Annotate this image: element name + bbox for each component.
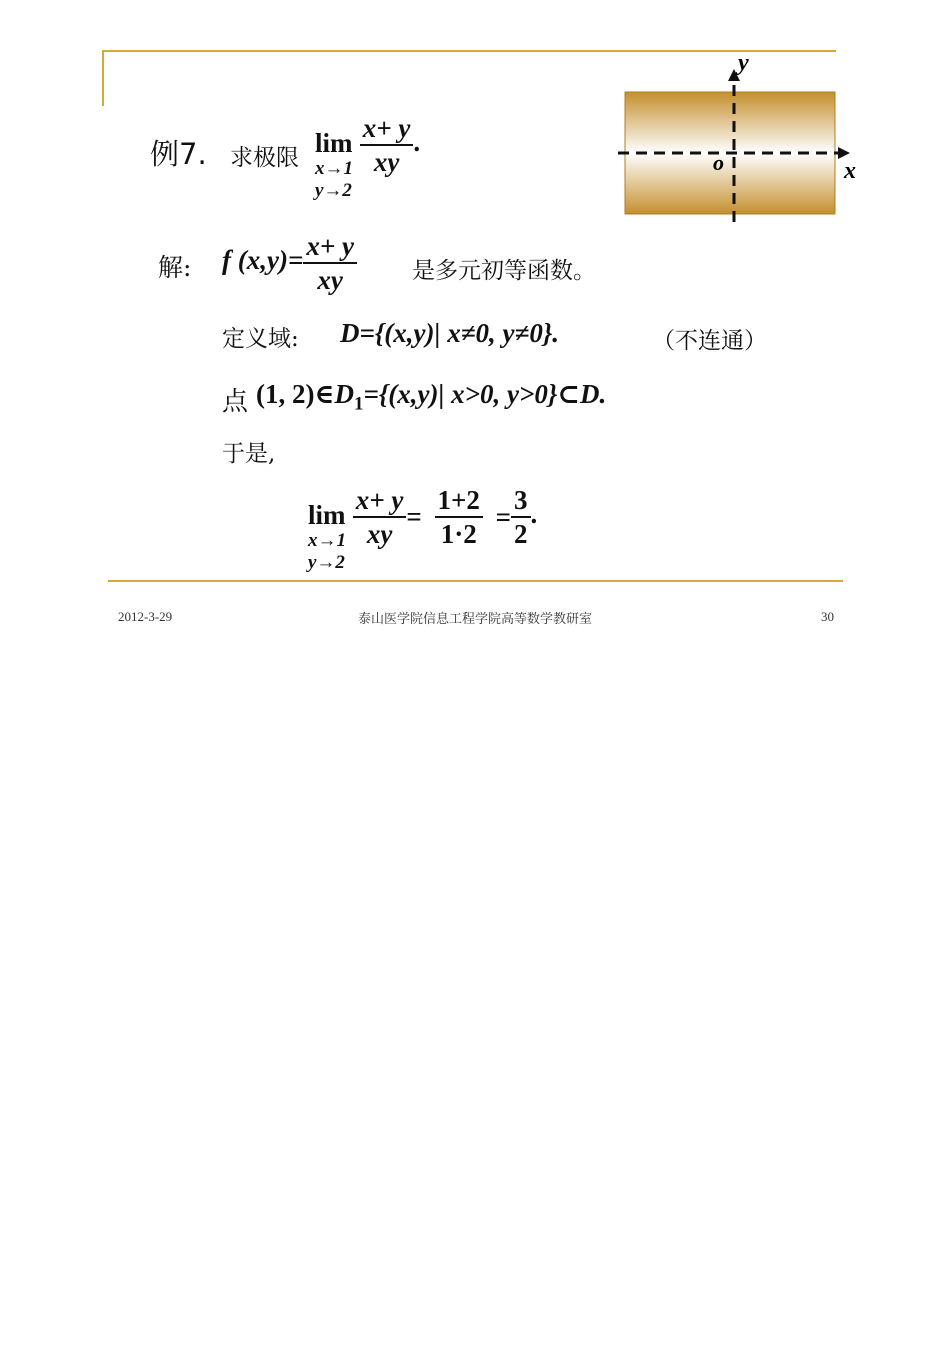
set-d-subscript: 1 [353, 393, 364, 415]
example-task: 求极限 [230, 145, 299, 171]
domain-label: 定义域: [222, 326, 299, 352]
final-lim-sub-y: y→2 [308, 552, 345, 573]
lim-sub-y: y→2 [315, 180, 352, 201]
final-period: . [530, 499, 538, 530]
footer-institution: 泰山医学院信息工程学院高等数学教研室 [358, 612, 593, 627]
domain-diagram [610, 52, 870, 232]
final-numerator-1: x+ y [353, 484, 407, 518]
set-d: D [334, 379, 354, 409]
final-equals-1: = [406, 501, 422, 532]
point-expression [256, 379, 606, 415]
footer-page-number: 30 [821, 609, 834, 624]
y-axis-label: y [738, 52, 749, 76]
example-period: . [413, 127, 421, 158]
example-denominator: xy [373, 147, 400, 177]
domain-expression: D={(x,y)| x≠0, y≠0}. [340, 318, 559, 348]
final-denominator-3: 2 [514, 519, 528, 549]
point-coords: (1, 2)∈ [256, 379, 335, 409]
solution-statement: 是多元初等函数。 [412, 258, 596, 284]
final-equals-2: = [495, 501, 512, 532]
solution-numerator: x+ y [303, 230, 357, 264]
example-numerator: x+ y [360, 112, 414, 146]
final-lim-sub-x: x→1 [308, 530, 346, 551]
x-axis-label: x [844, 158, 856, 184]
example-limit [315, 112, 420, 202]
point-label: 点 [222, 387, 249, 417]
lim-word: lim [315, 128, 353, 158]
final-lim-word: lim [308, 500, 346, 530]
footer-date: 2012-3-29 [118, 609, 173, 624]
final-denominator-2: 1·2 [440, 519, 477, 549]
set-d1-definition: ={(x,y)| x>0, y>0}⊂D. [363, 379, 607, 409]
therefore-text: 于是, [222, 441, 276, 467]
solution-label: 解: [158, 253, 192, 282]
domain-note: （不连通） [652, 328, 767, 354]
example-label: 例7. [150, 137, 207, 171]
f-expression: f (x,y)= [222, 245, 304, 276]
solution-function [222, 230, 357, 296]
solution-denominator: xy [317, 265, 343, 295]
left-rule [102, 50, 104, 106]
final-numerator-3: 3 [511, 484, 531, 518]
lim-sub-x: x→1 [315, 158, 353, 179]
final-denominator-1: xy [366, 519, 393, 549]
origin-label: o [713, 150, 724, 175]
final-numerator-2: 1+2 [435, 484, 483, 518]
final-computation [308, 484, 537, 574]
bottom-rule [108, 580, 843, 582]
